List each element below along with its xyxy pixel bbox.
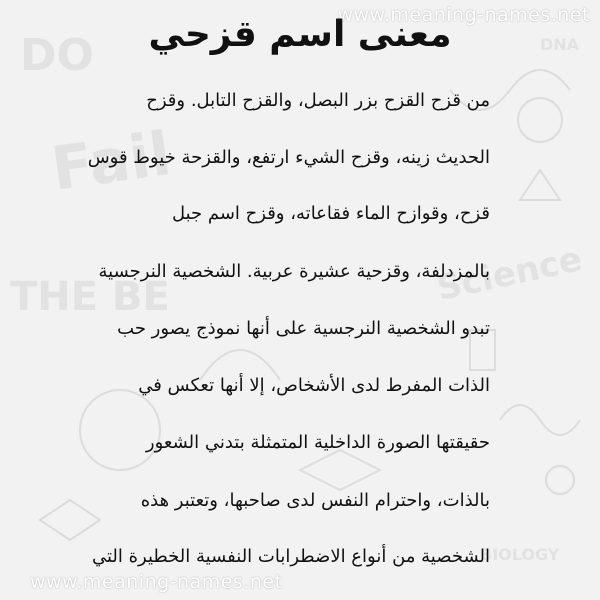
doodle-dna: DNA xyxy=(540,35,580,54)
doodle-science: Science xyxy=(433,239,586,309)
text-line: بالذات، واحترام النفس لدى صاحبها، وتعتبر هذه xyxy=(140,490,490,511)
text-line: بالمزدلفة، وقزحية عشيرة عربية. الشخصية النرجسية xyxy=(98,261,490,282)
doodle-fail: Fail xyxy=(47,118,176,205)
text-line: تبدو الشخصية النرجسية على أنها نموذج يصور حب xyxy=(117,318,490,339)
watermark-top: www.meaning-names.net xyxy=(337,4,590,26)
text-line: حقيقتها الصورة الداخلية المتمثلة بتدني الشعور xyxy=(145,432,490,453)
page-title: معنى اسم قزحي xyxy=(148,14,452,55)
doodle-biology: BIOLOGY xyxy=(480,545,560,564)
doodle-do: DO xyxy=(20,30,94,81)
text-line: الحديث زينه، وقزح الشيء ارتفع، والقزحة خيوط قوس xyxy=(87,147,490,168)
text-line: الذات المفرط لدى الأشخاص، إلا أنها تعكس في xyxy=(138,375,490,396)
text-line: الشخصية من أنواع الاضطرابات النفسية الخطيرة التي xyxy=(91,546,490,567)
watermark-bottom: www.meaning-names.net xyxy=(30,571,283,593)
text-line: من قزح القزح بزر البصل، والقزح التابل. وقزح xyxy=(146,90,490,111)
doodle-the-be: THE BE xyxy=(10,274,170,320)
text-line: قزح، وقوازح الماء فقاعاته، وقزح اسم جبل xyxy=(171,203,490,224)
